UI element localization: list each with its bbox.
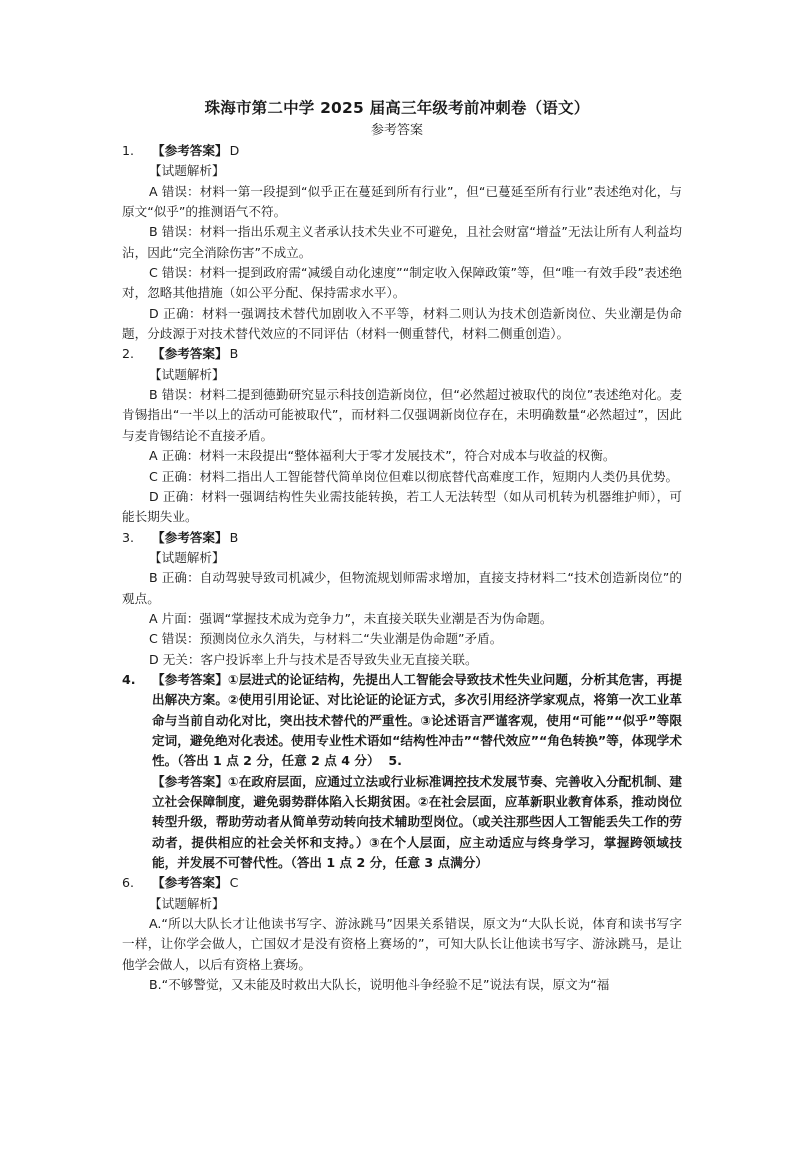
analysis-paragraph: D 正确：材料一强调技术替代加剧收入不平等，材料二则认为技术创造新岗位、失业潮是伪命题，分歧源于对技术替代效应的不同评估（材料一侧重替代，材料二侧重创造）。 bbox=[122, 305, 682, 342]
analysis-label: 【试题解析】 bbox=[149, 163, 225, 179]
analysis-paragraph: A 错误：材料一第一段提到“似乎正在蔓延到所有行业”，但“已蔓延至所有行业”表述绝对化，与原文“似乎”的推测语气不符。 bbox=[122, 183, 682, 220]
question-number: 6. bbox=[122, 875, 135, 891]
answer-label: 【参考答案】 bbox=[152, 346, 228, 362]
question-2-header bbox=[122, 344, 682, 364]
analysis-paragraph: C 错误：预测岗位永久消失，与材料二“失业潮是伪命题”矛盾。 bbox=[149, 631, 503, 647]
question-6-header bbox=[122, 873, 682, 893]
answer-content bbox=[122, 141, 682, 995]
answer-letter: C bbox=[229, 875, 239, 891]
analysis-paragraph: A.“所以大队长才让他读书写字、游泳跳马”因果关系错误，原文为“大队长说，体育和读书写字一样，让你学会做人，亡国奴才是没有资格上赛场的”，可知大队长让他读书写字、游泳跳马，是让他学会做人，以后有资格上赛场。 bbox=[122, 916, 682, 972]
question-1-header bbox=[122, 141, 682, 161]
question-number: 4. bbox=[122, 671, 136, 687]
analysis-paragraph: C 错误：材料一提到政府需“减缓自动化速度”“制定收入保障政策”等，但“唯一有效手段”表述绝对，忽略其他措施（如公平分配、保持需求水平）。 bbox=[122, 265, 682, 301]
analysis-label: 【试题解析】 bbox=[149, 895, 225, 911]
question-6 bbox=[122, 873, 682, 995]
answer-letter: B bbox=[229, 529, 239, 545]
answer-letter: B bbox=[229, 346, 239, 362]
page-subtitle: 参考答案 bbox=[370, 123, 423, 138]
question-3-header bbox=[122, 528, 682, 548]
analysis-paragraph: B 正确：自动驾驶导致司机减少，但物流规划师需求增加，直接支持材料二“技术创造新岗位”的观点。 bbox=[122, 570, 682, 606]
question-1 bbox=[122, 141, 682, 344]
answer-text bbox=[152, 670, 682, 772]
question-2 bbox=[122, 344, 682, 527]
analysis-paragraph: D 无关：客户投诉率上升与技术是否导致失业无直接关联。 bbox=[149, 651, 478, 667]
analysis-paragraph: A 片面：强调“掌握技术成为竞争力”，未直接关联失业潮是否为伪命题。 bbox=[149, 610, 553, 626]
answer-label: 【参考答案】 bbox=[152, 875, 228, 891]
analysis-paragraph: D 正确：材料一强调结构性失业需技能转换，若工人无法转型（如从司机转为机器维护师），可能长期失业。 bbox=[122, 488, 682, 525]
analysis-paragraph: B 错误：材料二提到德勤研究显示科技创造新岗位，但“必然超过被取代的岗位”表述绝对化。麦肯锡指出“一半以上的活动可能被取代”，而材料二仅强调新岗位存在，未明确数量“必然超过”，因此与麦肯锡结论不直接矛盾。 bbox=[122, 387, 682, 443]
answer-label: 【参考答案】 bbox=[152, 143, 228, 158]
page-title: 珠海市第二中学 2025 届高三年级考前冲刺卷（语文） bbox=[204, 99, 590, 117]
question-number: 2. bbox=[122, 346, 135, 362]
answer-text-4: 【参考答案】①层进式的论证结构，先提出人工智能会导致技术性失业问题，分析其危害，再提出解决方案。②使用引用论证、对比论证的论证方式，多次引用经济学家观点，将第一次工业革命与当前自动化对比，突出技术替代的严重性。③论述语言严谨客观，使用“可能”“似乎”等限定词，避免绝对化表述。使用专业性术语如“结构性冲击”“替代效应”“角色转换”等，体现学术性。（答出 1 点 2 分，任意 2 点 4 分） bbox=[152, 671, 682, 769]
analysis-label: 【试题解析】 bbox=[149, 549, 225, 565]
question-number: 1. bbox=[122, 143, 135, 158]
question-3 bbox=[122, 528, 682, 670]
analysis-paragraph: B.“不够警觉，又未能及时救出大队长，说明他斗争经验不足”说法有误，原文为“福 bbox=[149, 977, 610, 993]
analysis-paragraph: C 正确：材料二指出人工智能替代简单岗位但难以彻底替代高难度工作，短期内人类仍具优势。 bbox=[149, 468, 679, 484]
question-4 bbox=[122, 670, 682, 772]
answer-text-5: 【参考答案】①在政府层面，应通过立法或行业标准调控技术发展节奏、完善收入分配机制、建立社会保障制度，避免弱势群体陷入长期贫困。②在社会层面，应革新职业教育体系，推动岗位转型升级，帮助劳动者从简单劳动转向技术辅助型岗位。（或关注那些因人工智能丢失工作的劳动者，提供相应的社会关怀和支持。）③在个人层面，应主动适应与终身学习，掌握跨领域技能，并发展不可替代性。（答出 1 点 2 分，任意 3 点满分） bbox=[152, 773, 682, 871]
question-number: 3. bbox=[122, 529, 135, 545]
answer-label: 【参考答案】 bbox=[152, 529, 228, 545]
analysis-paragraph: A 正确：材料一末段提出“整体福利大于零才发展技术”，符合对成本与收益的权衡。 bbox=[149, 448, 616, 464]
answer-letter: D bbox=[229, 143, 240, 158]
question-number: 5. bbox=[388, 753, 402, 769]
analysis-label: 【试题解析】 bbox=[149, 366, 225, 382]
analysis-paragraph: B 错误：材料一指出乐观主义者承认技术失业不可避免，且社会财富“增益”无法让所有人利益均沾，因此“完全消除伤害”不成立。 bbox=[122, 224, 682, 260]
question-4-5 bbox=[122, 670, 682, 873]
